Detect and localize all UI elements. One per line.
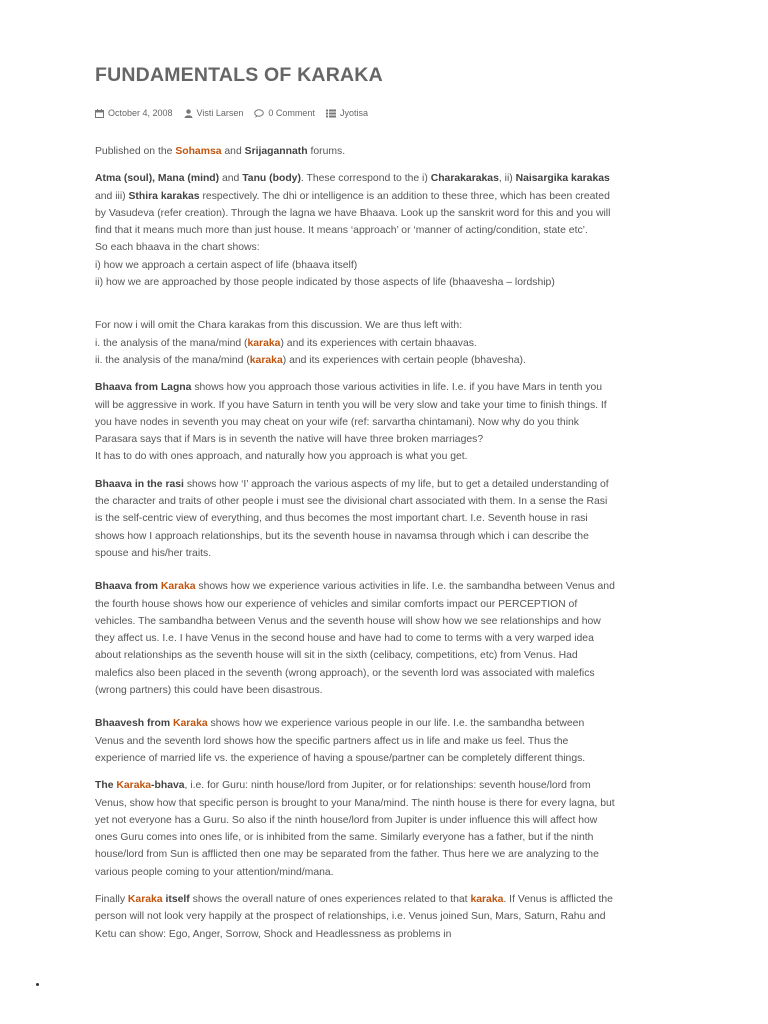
- post-category[interactable]: [326, 108, 368, 118]
- text: ) and its experiences with certain bhaavas.: [280, 337, 477, 349]
- text: , i.e. for Guru: ninth house/lord from Jupiter, or for relationships: seventh house/lord from Venus, show how that specific person is brought to your Mana/mind. The ninth house is there for every lagna, but yet not everyone has a Guru. So also if the ninth house/lord from Jupiter is under influence this will affect how ones Guru comes into ones life, or is inhibited from the same. Similarly everyone has a father, but if the ninth house/lord from Sun is afflicted then one may be separated from the father. Thus here we are analyzing to the various people coming to your attention/mind/mana.: [95, 780, 615, 878]
- bold-text: Sthira karakas: [128, 190, 200, 202]
- text: So each bhaava in the chart shows:: [95, 242, 260, 254]
- comments-link[interactable]: 0 Comment: [268, 108, 315, 118]
- text: . If Venus is afflicted the person will not look very happily at the prospect of relationships, i.e. Venus joined Sun, Mars, Saturn, Rahu and Ketu can show: Ego, Anger, Sorrow, Shock and Headlessness as problems in: [95, 893, 613, 940]
- text: For now i will omit the Chara karakas from this discussion. We are thus left with:: [95, 320, 463, 332]
- paragraph-karaka-itself: [95, 891, 615, 943]
- post-author[interactable]: [184, 108, 244, 118]
- user-icon: [184, 109, 193, 118]
- bold-text: -bhava: [151, 780, 185, 792]
- text: ii. the analysis of the mana/mind (: [95, 354, 250, 366]
- text: . These correspond to the i): [300, 173, 431, 185]
- text: shows the overall nature of ones experiences related to that: [189, 893, 471, 905]
- text: and: [219, 173, 243, 185]
- paragraph-atma-mana-tanu: [95, 170, 615, 291]
- paragraph-chara-karakas: [95, 317, 615, 369]
- category-link[interactable]: Jyotisa: [339, 108, 368, 118]
- post-date[interactable]: [95, 108, 173, 118]
- text: It has to do with ones approach, and naturally how you approach is what you get.: [95, 451, 468, 463]
- text: shows how ‘I’ approach the various aspects of my life, but to get a detailed understanding of the character and traits of other people i must see the divisional chart associated with them. In a sense the Rasi is the self-centric view of everything, and thus becomes the most important chart. I.e. Seventh house in rasi shows how I approach relationships, but its the seventh house in navamsa through which i can describe the spouse and his/her traits.: [95, 478, 609, 559]
- date-link[interactable]: October 4, 2008: [108, 108, 173, 118]
- post-comments[interactable]: [254, 108, 315, 118]
- karaka-link[interactable]: Karaka: [160, 581, 196, 593]
- karaka-link[interactable]: karaka: [470, 893, 504, 905]
- bullet-dot: [36, 983, 39, 986]
- sohamsa-link[interactable]: Sohamsa: [175, 146, 222, 157]
- comment-icon: [254, 109, 264, 118]
- karaka-link[interactable]: Karaka: [172, 718, 208, 730]
- bold-text: Bhaavesh from: [95, 718, 173, 730]
- bold-text: Bhaava from: [95, 581, 161, 593]
- calendar-icon: [95, 109, 104, 118]
- bold-text: Bhaava in the rasi: [95, 478, 184, 490]
- paragraph-karaka-bhava: [95, 777, 615, 881]
- text: and: [221, 146, 245, 157]
- list-icon: [326, 109, 336, 118]
- intro-paragraph: [95, 143, 615, 160]
- text: Published on the: [95, 146, 176, 157]
- text: and iii): [95, 190, 129, 202]
- text: shows how you approach those various activities in life. I.e. if you have Mars in tenth you will be aggressive in work. If you have Saturn in tenth you will be very slow and take your time to finish things. If you have nodes in seventh you may cheat on your wife (ref: sarvartha chintamani). Now why do you think Parasara says that if Mars is in seventh the native will have three broken marriages?: [95, 382, 607, 446]
- text: ii) how we are approached by those people indicated by those aspects of life (bhaavesha – lordship): [95, 277, 555, 289]
- article: [95, 62, 615, 953]
- text: shows how we experience various people in our life. I.e. the sambandha between Venus and the seventh lord shows how the specific partners affect us in life and make us feel. Thus the experience of married life vs. the experience of having a spouse/partner can be completely different things.: [95, 718, 586, 764]
- paragraph-bhaava-from-karaka: [95, 578, 615, 699]
- text: Finally: [95, 893, 128, 905]
- bold-text: Charakarakas: [430, 173, 499, 185]
- text: , ii): [498, 173, 516, 185]
- bold-text: Naisargika karakas: [515, 173, 610, 185]
- text: i) how we approach a certain aspect of life (bhaava itself): [95, 259, 358, 271]
- paragraph-bhaava-in-rasi: [95, 476, 615, 562]
- karaka-link[interactable]: karaka: [247, 337, 281, 349]
- paragraph-bhaava-from-lagna: [95, 379, 615, 465]
- bold-text: Srijagannath: [244, 146, 308, 157]
- author-link[interactable]: Visti Larsen: [196, 108, 244, 118]
- karaka-link[interactable]: Karaka: [116, 780, 152, 792]
- text: respectively. The dhi or intelligence is an addition to these three, which has been created by Vasudeva (refer creation). Through the lagna we have Bhaava. Look up the sanskrit word for this and you will find that it means much more than just house. It means ‘approach’ or ‘manner of acting/condition, state etc’.: [95, 190, 611, 237]
- post-meta: [95, 106, 615, 120]
- paragraph-bhaavesh-from-karaka: [95, 715, 615, 767]
- text: ) and its experiences with certain people (bhavesha).: [282, 354, 526, 366]
- post-content: [95, 143, 615, 943]
- bold-text: Bhaava from Lagna: [95, 382, 192, 394]
- page-title: FUNDAMENTALS OF KARAKA: [95, 64, 383, 86]
- text: forums.: [307, 146, 346, 157]
- bold-text: itself: [162, 893, 190, 905]
- text: shows how we experience various activities in life. I.e. the sambandha between Venus and the fourth house shows how our experience of vehicles and similar comforts impact our PERCEPTION of vehicles. The sambandha between Venus and the seventh house will show how we see relationships and how they affect us. I.e. I have Venus in the second house and have had to come to terms with a very warped idea about relationships as the seventh house will sit in the sixth (celibacy, competitions, etc) from Venus. Had malefics also been placed in the seventh (wrong approach), or the seventh lord was associated with malefics (wrong partners) this could have been disastrous.: [95, 581, 615, 697]
- bold-text: Tanu (body): [242, 173, 301, 185]
- karaka-link[interactable]: karaka: [249, 354, 283, 366]
- text: i. the analysis of the mana/mind (: [95, 337, 248, 349]
- bold-text: The: [95, 780, 117, 792]
- karaka-link[interactable]: Karaka: [127, 893, 163, 905]
- bold-text: Atma (soul), Mana (mind): [95, 173, 220, 185]
